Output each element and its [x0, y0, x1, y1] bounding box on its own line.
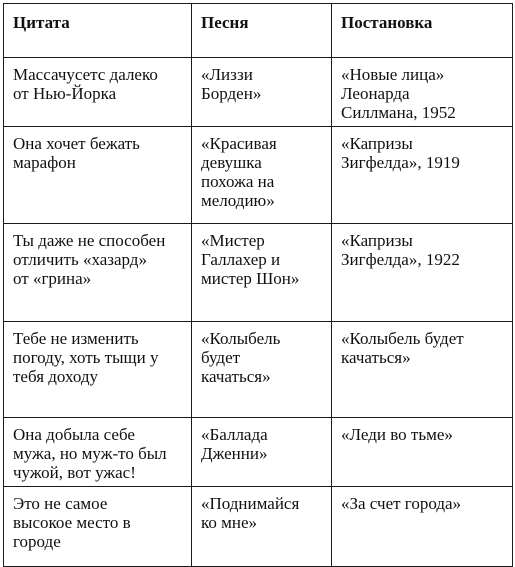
table-row: [4, 322, 513, 418]
song-cell: «Мистер Галлахер и мистер Шон»: [192, 224, 332, 322]
production-cell: «Капризы Зигфелда», 1919: [332, 127, 513, 224]
production-cell: «Капризы Зигфелда», 1922: [332, 224, 513, 322]
quote-cell: Она хочет бежать марафон: [4, 127, 192, 224]
quote-cell: Она добыла себе мужа, но муж-то был чужой, вот ужас!: [4, 418, 192, 487]
song-cell: «Баллада Дженни»: [192, 418, 332, 487]
production-cell: «За счет города»: [332, 487, 513, 567]
production-cell: «Колыбель будет качаться»: [332, 322, 513, 418]
table-row: [4, 224, 513, 322]
table-row: [4, 58, 513, 127]
song-cell: «Поднимайся ко мне»: [192, 487, 332, 567]
table-row: [4, 127, 513, 224]
quote-cell: Тебе не изменить погоду, хоть тыщи у тебя доходу: [4, 322, 192, 418]
song-cell: «Лиззи Борден»: [192, 58, 332, 127]
quote-cell: Массачусетс далеко от Нью-Йорка: [4, 58, 192, 127]
quote-cell: Ты даже не способен отличить «хазард» от «грина»: [4, 224, 192, 322]
header-production: Постановка: [332, 4, 513, 58]
song-cell: «Колыбель будет качаться»: [192, 322, 332, 418]
production-cell: «Новые лица» Леонарда Силлмана, 1952: [332, 58, 513, 127]
production-cell: «Леди во тьме»: [332, 418, 513, 487]
header-quote: Цитата: [4, 4, 192, 58]
song-cell: «Красивая девушка похожа на мелодию»: [192, 127, 332, 224]
table-row: [4, 418, 513, 487]
table-header-row: [4, 4, 513, 58]
header-song: Песня: [192, 4, 332, 58]
quote-cell: Это не самое высокое место в городе: [4, 487, 192, 567]
quotes-table: [3, 3, 513, 567]
